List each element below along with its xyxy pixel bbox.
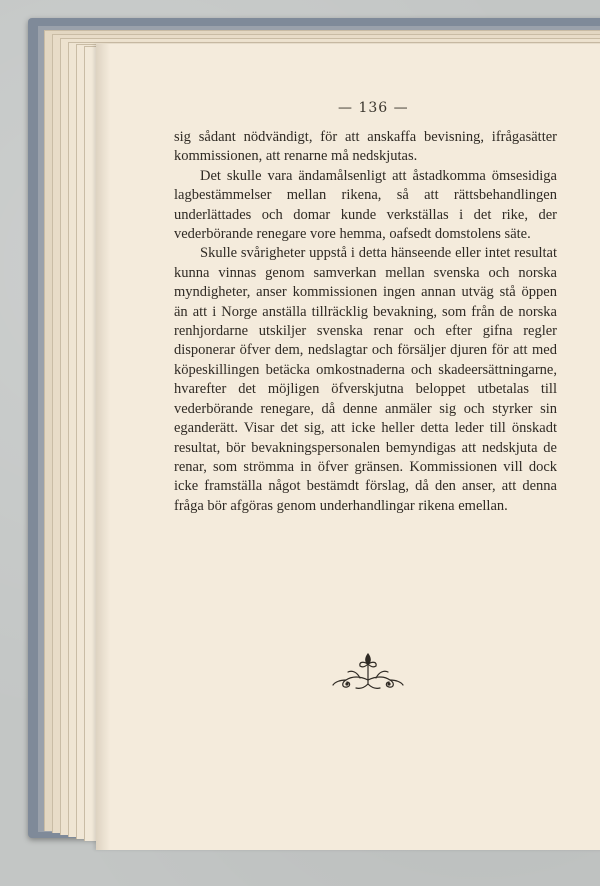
paragraph: Det skulle vara ändamålsenligt att åstadkomma ömsesidiga lagbestämmelser mellan rikena, så att rättsbehandlingen underlättades och domar kunde verkställas i det rike, der vederbörande renegare vore hemma, oafsedt domstolens säte. [174,167,557,243]
paragraph: sig sådant nödvändigt, för att anskaffa bevisning, ifrågasätter kommissionen, att renarne må nedskjutas. [174,129,557,165]
page-number: — 136 — [338,100,409,116]
paragraph: Skulle svårigheter uppstå i detta hänseende eller intet resultat kunna vinnas genom samverkan mellan svenska och norska myndigheter, anser kommissionen ingen annan utväg stå öppen än att i Norge anställa tillräcklig bevakning, som från de norska renhjordarne utskiljer svenska renar och efter gifna regler disponerar öfver dem, nedslagtar och försäljer djuren för att med köpeskillingen betäcka omkostnaderna och skadeersättningarne, hvarefter det möjligen öfverskjutna beloppet utbetalas till vederbörande renegare, då denne anmäler sig och styrker sin eganderätt. Visar det sig, att icke heller detta leder till önskadt resultat, bör bevakningspersonalen bemyndigas att nedskjuta de renar, som strömma in öfver gränsen. Kommissionen vill dock icke framställa något bestämdt förslag, då den anser, att denna fråga bör afgöras genom underhandlingar rikena emellan. [174,245,557,514]
gutter-shadow [96,44,110,850]
floral-ornament-icon [330,650,406,692]
body-text [174,128,557,516]
